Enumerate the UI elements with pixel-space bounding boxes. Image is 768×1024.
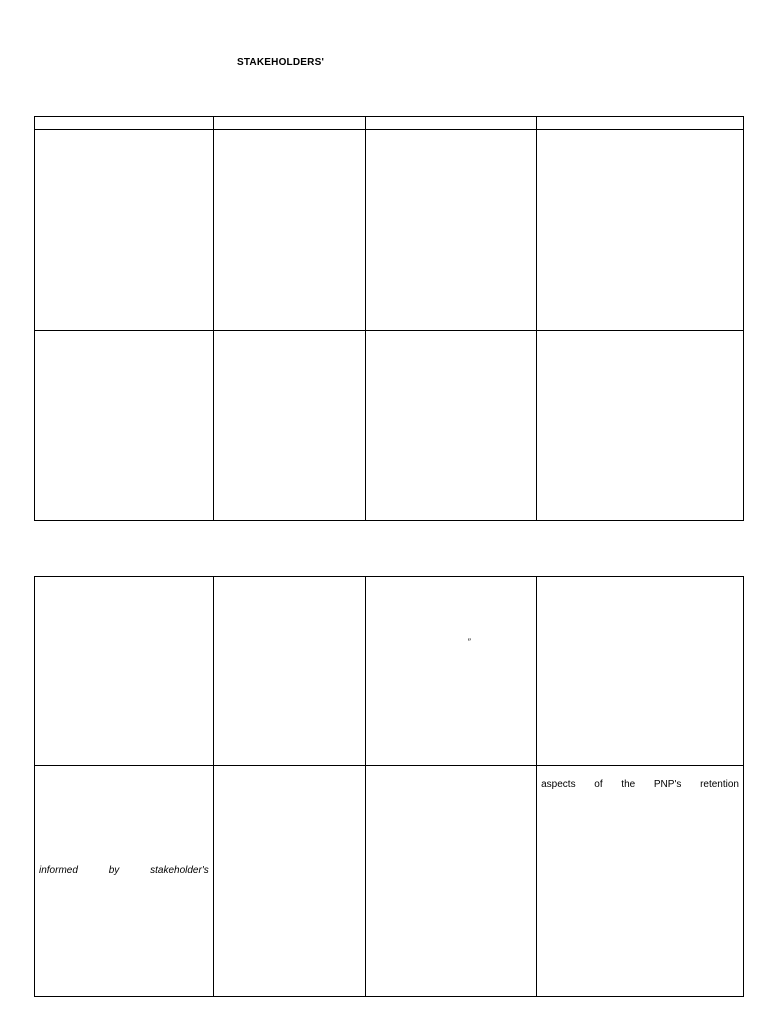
table-row <box>35 766 744 997</box>
table-cell <box>213 331 366 521</box>
table-cell <box>537 766 744 997</box>
cell-word: PNP's <box>653 779 682 790</box>
cell-word: aspects <box>541 779 576 790</box>
table-cell <box>35 577 214 766</box>
table-cell <box>366 766 537 997</box>
table-row <box>35 130 744 331</box>
cell-word: the <box>621 779 636 790</box>
cell-text-line <box>39 865 209 876</box>
cell-word: of <box>594 779 603 790</box>
table-cell <box>35 766 214 997</box>
cell-word: stakeholder's <box>150 865 209 876</box>
stakeholders-table <box>34 116 744 521</box>
table-cell <box>537 331 744 521</box>
header-cell-4 <box>537 117 744 130</box>
document-heading: STAKEHOLDERS' <box>237 57 325 68</box>
table-row <box>35 577 744 766</box>
table-row <box>35 331 744 521</box>
header-cell-1 <box>35 117 214 130</box>
header-cell-3 <box>366 117 537 130</box>
stakeholders-table-continued <box>34 576 744 997</box>
cell-word: retention <box>700 779 739 790</box>
table-cell <box>366 577 537 766</box>
table-cell <box>213 766 366 997</box>
table-cell <box>213 130 366 331</box>
cell-text-line <box>541 779 739 790</box>
closing-quote-mark: ” <box>467 637 471 647</box>
table-header-row <box>35 117 744 130</box>
table-cell <box>537 130 744 331</box>
table-cell <box>213 577 366 766</box>
cell-word: informed <box>39 865 78 876</box>
table-cell <box>35 130 214 331</box>
table-cell <box>35 331 214 521</box>
table-cell <box>537 577 744 766</box>
header-cell-2 <box>213 117 366 130</box>
table-cell <box>366 331 537 521</box>
table-cell <box>366 130 537 331</box>
cell-word: by <box>108 865 120 876</box>
